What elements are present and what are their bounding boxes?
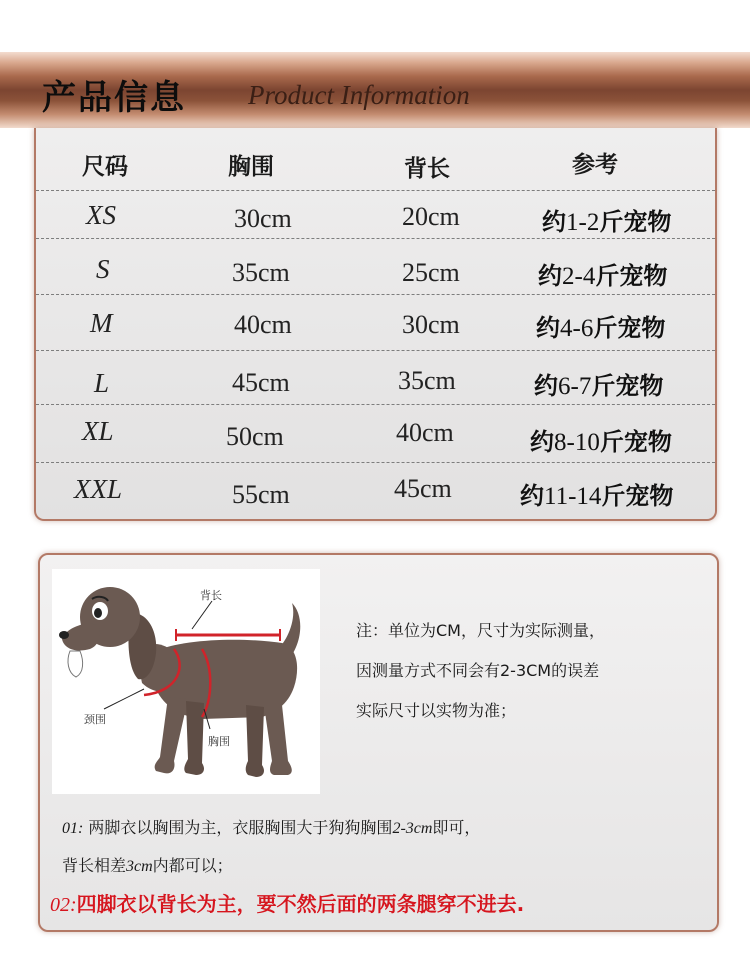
size-cell: M	[90, 308, 113, 338]
size-cell: XXL	[74, 474, 123, 504]
dog-pupil	[94, 608, 102, 618]
dog-back-leg-left	[246, 705, 264, 777]
neck-label-pointer	[104, 689, 144, 709]
table-header	[36, 140, 715, 190]
chest-cell: 40cm	[234, 310, 292, 339]
reference-cell: 约4-6斤宠物	[536, 314, 666, 342]
back-cell: 20cm	[402, 202, 460, 231]
reference-cell: 约1-2斤宠物	[542, 208, 672, 236]
back-length-label: 背长	[200, 589, 222, 602]
table-row	[36, 410, 715, 466]
dog-tongue	[68, 651, 83, 677]
size-cell: XS	[86, 200, 116, 230]
row-divider	[36, 404, 715, 405]
column-header-reference: 参考	[572, 152, 618, 178]
dog-nose	[59, 631, 69, 639]
table-row	[36, 194, 715, 250]
tip-four-legged: 02:四脚衣以背长为主，要不然后面的两条腿穿不进去.	[50, 892, 525, 916]
reference-cell: 约8-10斤宠物	[530, 428, 672, 456]
chest-label: 胸围	[208, 735, 230, 748]
chest-cell: 30cm	[234, 204, 292, 233]
note-line-1: 注：单位为CM，尺寸为实际测量，	[356, 621, 605, 640]
reference-cell: 约6-7斤宠物	[534, 372, 664, 400]
column-header-chest: 胸围	[228, 154, 274, 180]
reference-cell: 约11-14斤宠物	[520, 482, 674, 510]
dog-illustration	[52, 569, 320, 794]
neck-label: 颈围	[84, 713, 106, 726]
dog-measurement-diagram	[52, 569, 320, 794]
page-title-en: Product Information	[248, 80, 470, 110]
instructions-card	[38, 553, 719, 932]
chest-cell: 50cm	[226, 422, 284, 451]
tip-back-tolerance: 背长相差3cm内都可以；	[62, 856, 233, 875]
tip-two-legged: 01: 两脚衣以胸围为主，衣服胸围大于狗狗胸围2-3cm即可，	[62, 818, 481, 837]
row-divider	[36, 350, 715, 351]
chest-cell: 45cm	[232, 368, 290, 397]
back-label-pointer	[192, 601, 212, 629]
size-cell: S	[96, 254, 110, 284]
chest-cell: 35cm	[232, 258, 290, 287]
row-divider	[36, 190, 715, 191]
row-divider	[36, 238, 715, 239]
table-row	[36, 244, 715, 300]
page-title-cn: 产品信息	[42, 78, 186, 118]
dog-front-leg-left	[184, 701, 204, 775]
dog-back-leg-right	[264, 705, 292, 775]
table-row	[36, 298, 715, 354]
reference-cell: 约2-4斤宠物	[538, 262, 668, 290]
row-divider	[36, 462, 715, 463]
size-table	[34, 128, 717, 521]
row-divider	[36, 294, 715, 295]
measurement-notes	[356, 621, 716, 741]
dog-front-leg-right	[155, 697, 188, 773]
back-cell: 25cm	[402, 258, 460, 287]
back-cell: 45cm	[394, 474, 452, 503]
column-header-size: 尺码	[82, 154, 128, 180]
note-line-2: 因测量方式不同会有2-3CM的误差	[356, 661, 600, 680]
back-cell: 40cm	[396, 418, 454, 447]
back-cell: 30cm	[402, 310, 460, 339]
table-row	[36, 464, 715, 520]
size-cell: L	[94, 368, 110, 398]
size-cell: XL	[82, 416, 114, 446]
back-cell: 35cm	[398, 366, 456, 395]
column-header-back: 背长	[404, 156, 450, 182]
note-line-3: 实际尺寸以实物为准；	[356, 701, 517, 720]
chest-cell: 55cm	[232, 480, 290, 509]
